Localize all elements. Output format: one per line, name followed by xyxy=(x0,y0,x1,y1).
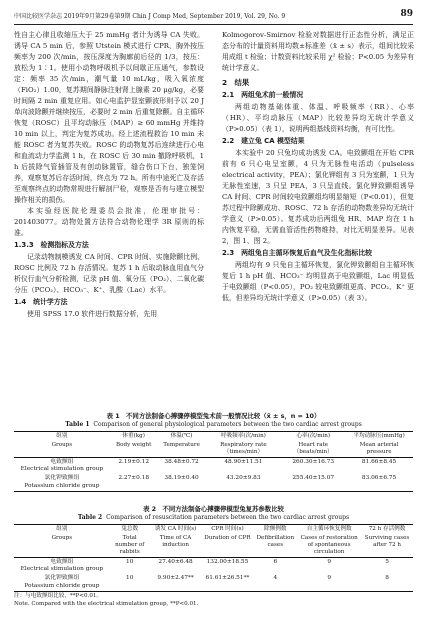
table-1-header-cell-en: Heart rate（beats/min） xyxy=(281,441,345,458)
table-cell: 5 xyxy=(385,559,389,565)
blood-gas-paragraph: 两组均有 9 只兔自主循环恢复，氯化钾致颤组自主循环恢复后 1 h pH 值、HCO₃⁻ 均明显高于电致颤组，Lac 明显低于电致颤组（P<0.05），PO₂ 较电致颤组更高、PCO₂、K⁺ 更低，但差异均无统计学意义（P>0.05）（表 3）。 xyxy=(222,261,414,302)
table-1-header-cell-en: Groups xyxy=(14,441,110,458)
table-cell: 48.90±11.51 xyxy=(224,459,263,465)
table-2-header-cell-en: Defibrillation cases xyxy=(253,534,297,558)
table-cell: 2.19±0.12 xyxy=(118,459,150,465)
group-name-cn: 氯化钾致颤组 xyxy=(44,575,80,582)
table-cell: 9.90±2.47** xyxy=(157,575,194,582)
baseline-paragraph: 两组动物基础体重、体温、呼吸频率（RR）、心率（HR）、平均动脉压（MAP）比较差异均无统计学意义（P>0.05）（表 1），说明两组基线资料均衡，有可比性。 xyxy=(222,103,414,133)
table-2-header-cell-en: Groups xyxy=(14,534,110,558)
table-cell: 38.48±0.72 xyxy=(164,459,199,465)
table-2-header-cell-en: Total number of rabbits xyxy=(110,534,150,558)
table-1-caption-en xyxy=(14,421,413,429)
table-1-header-cell: 组别 xyxy=(56,433,68,439)
table-cell: 2.27±0.18 xyxy=(118,475,150,482)
model-results-paragraph: 本实验中 20 只兔均成功诱发 CA。电致颤组在开始 CPR 前有 6 只心电呈室颤，4 只为无脉性电活动（pulseless electrical activity，PEA）；氯化钾组有 3 只为室颤，1 只为无脉性室速，3 只呈 PEA，3 只呈直线。氯化钾致颤组诱导 CA 时间、CPR 时间较电致颤组均明显缩短（P<0.01），但复苏过程中除颤成功、ROSC、72 h 存活的动物数差异均无统计学意义（P>0.05）。复苏成功后两组兔 HR、MAP 均在 1 h 内恢复平稳，无需血管活性药物维持，对比无明显差异。见表 2，图 1、图 2。 xyxy=(222,149,414,245)
table-1-title-en: Comparison of general physiological parameters between the two cardiac arrest groups xyxy=(93,421,362,428)
table-cell: 83.06±6.75 xyxy=(361,475,397,482)
table-2-header-cell-en: Duration of CPR xyxy=(202,534,254,558)
section-heading-2-2: 2.2 建立兔 CA 模型结果 xyxy=(222,137,305,145)
group-name-cn: 电致颤组 xyxy=(50,459,74,465)
running-header xyxy=(14,9,413,23)
group-name-en: Potassium chloride group xyxy=(24,482,100,489)
table-2-header-cell: CPR 时间(s) xyxy=(211,526,244,532)
table-1-header-cell: 体重(kg) xyxy=(122,433,145,439)
table-1-grid xyxy=(14,431,413,492)
statistics-paragraph-continued: Kolmogorov-Smirnov 检验对数据进行正态性分析，满足正态分布的计量资料用均数±标准差（x̄ ± s）表示，组间比较采用成组 t 检验；计数资料比较采用 χ² 检验；P<0.05 为差异有统计学意义。 xyxy=(222,31,414,72)
table-2-note-en: Note. Compared with the electrical stimulation group, **P<0.01. xyxy=(14,601,199,608)
group-name-en: Electrical stimulation group xyxy=(20,466,104,473)
table-cell: 132.00±18.55 xyxy=(206,559,249,565)
header-rule xyxy=(14,24,413,25)
section-heading-1-3-3: 1.3.3 检测指标及方法 xyxy=(14,241,89,249)
table-group-cell xyxy=(14,474,110,491)
table-cell: 9 xyxy=(327,575,332,582)
table-2-header-row-en xyxy=(14,534,413,558)
table-cell: 27.40±6.48 xyxy=(158,559,193,565)
section-heading-2: 2 结果 xyxy=(222,78,250,87)
table-row xyxy=(14,574,413,591)
statistics-paragraph: 使用 SPSS 17.0 软件进行数据分析，先用 xyxy=(27,310,158,318)
table-cell: 43.20±9.83 xyxy=(226,475,261,482)
table-2-header-cell: 组别 xyxy=(56,526,68,532)
table-1-header-cell: 心率(次/min) xyxy=(296,433,331,439)
table-2-header-cell-en: Cases of restoration of spontaneous circulation xyxy=(297,534,361,558)
indicators-paragraph: 记录动物制模诱发 CA 时间、CPR 时间、实施除颤比例、ROSC 比例及 72 h 存活情况。复苏 1 h 后取动脉血用血气分析仪行血气分析检测，记录 pH 值、氧分压（PO₂）、二氧化碳分压（PCO₂）、HCO₃⁻、K⁺、乳酸（Lac）水平。 xyxy=(14,253,204,294)
table-2-grid xyxy=(14,524,413,592)
table-cell: 8 xyxy=(385,575,389,582)
table-2-header-cell: 诱发 CA 时间(s) xyxy=(154,526,197,532)
table-cell: 38.19±0.40 xyxy=(164,475,199,482)
table-cell: 4 xyxy=(273,575,278,582)
table-1-header-cell: 平均动脉压(mmHg) xyxy=(353,433,405,439)
right-column xyxy=(222,30,414,304)
table-2-caption-en xyxy=(14,514,413,522)
table-2-header-cell: 72 h 存活例数 xyxy=(368,526,406,532)
table-2-header-cell-en: Time of CA induction xyxy=(150,534,202,558)
section-heading-1-4: 1.4 统计学方法 xyxy=(14,298,68,306)
table-2-header-cell: 除颤例数 xyxy=(264,526,287,532)
table-cell: 10 xyxy=(126,559,134,565)
page-number: 89 xyxy=(400,9,413,19)
table-1 xyxy=(14,412,413,492)
table-cell: 260.30±16.73 xyxy=(292,459,335,465)
table-cell: 9 xyxy=(327,559,332,565)
table-cell: 6 xyxy=(273,559,278,565)
table-2-title-en: Comparison of resuscitation parameters between the two cardiac arrest groups xyxy=(106,514,350,521)
table-1-label: Table 1 xyxy=(65,421,90,428)
group-name-en: Potassium chloride group xyxy=(24,582,100,589)
left-column xyxy=(14,30,204,320)
table-1-header-row-cn xyxy=(14,432,413,442)
table-row xyxy=(14,558,413,575)
methods-paragraph-continued: 性自主心律且收缩压大于 25 mmHg 者计为诱导 CA 失败。诱导 CA 5 min 后，参照 Utstein 模式进行 CPR，胸外按压频率为 200 次/min，按压深度为胸廓前后径的 1/3，按压：放松为 1∶1。使用小动物呼吸机予以间歇正压通气，参数设定：频率 35 次/min，潮气量 10 mL/kg，吸入氧浓度（FiO₂）1.00，复苏期间静脉注射肾上腺素 20 μg/kg，必要时间隔 2 min 重复应用。如心电监护显室颤波形则予以 20 J 单向波除颤并继续按压，必要时 2 min 后重复除颤。自主循环恢复（ROSC）且平均动脉压（MAP）≥ 60 mmHg 并维持 10 min 以上，判定为复苏成功。经上述流程救治 10 min 未能 ROSC 者为复苏失败。ROSC 的动物复苏后连续进行心电和血流动力学监测 1 h，在 ROSC 后 30 min 撤除呼吸机，1 h 后拔除气管插管及有创动脉置管，缝合伤口下台，独笼饲养，观察复苏后存活时间，终点为 72 h。所有中途死亡及存活至观察终点的动物常规进行解剖尸检，观察是否有与建立模型操作相关的损伤。 xyxy=(14,31,204,204)
table-1-header-cell: 呼吸频率(次/min) xyxy=(220,433,266,439)
table-1-header-row-en xyxy=(14,441,413,458)
journal-citation: 中国比较医学杂志 2019年9月第29卷第9期 Chin J Comp Med, September 2019, Vol. 29, No. 9 xyxy=(14,13,286,20)
table-1-caption-cn: 表 1 不同方法制备心搏骤停模型兔术前一般情况比较（x̄ ± s，n = 10） xyxy=(106,412,321,420)
table-2-header-row-cn xyxy=(14,525,413,535)
table-2-note-cn: 注：与电致颤组比较，**P<0.01。 xyxy=(14,592,103,599)
ethics-paragraph: 本实验经医院伦理委员会批准，伦理审批号：201403077。动物处置方法符合动物伦理学 3R 原则的标准。 xyxy=(14,207,204,237)
table-cell: 255.40±15.07 xyxy=(292,475,335,482)
group-name-cn: 电致颤组 xyxy=(50,559,74,565)
group-name-cn: 氯化钾致颤组 xyxy=(44,475,80,482)
table-cell: 10 xyxy=(126,575,134,582)
table-2 xyxy=(14,505,413,609)
section-heading-2-1: 2.1 两组兔术前一般情况 xyxy=(222,91,304,99)
table-group-cell xyxy=(14,558,110,575)
table-cell: 81.66±8.45 xyxy=(361,459,397,465)
table-2-header-cell-en: Surviving cases after 72 h xyxy=(361,534,413,558)
table-group-cell xyxy=(14,458,110,475)
table-1-header-cell-en: Respiratory rate（times/min） xyxy=(206,441,282,458)
table-group-cell xyxy=(14,574,110,591)
table-1-header-cell-en: Temperature xyxy=(158,441,206,458)
table-2-header-cell: 自主循环恢复例数 xyxy=(306,526,352,532)
table-row xyxy=(14,474,413,491)
table-1-header-cell-en: Body weight xyxy=(110,441,158,458)
section-heading-2-3: 2.3 两组兔自主循环恢复后血气及生化指标比较 xyxy=(222,249,373,257)
table-cell: 61.61±26.51** xyxy=(205,575,250,582)
table-2-label: Table 2 xyxy=(77,514,103,521)
table-1-header-cell: 体温(℃) xyxy=(170,433,193,439)
table-2-header-cell: 兔总数 xyxy=(121,526,139,532)
group-name-en: Electrical stimulation group xyxy=(20,566,104,573)
table-1-header-cell-en: Mean arterial pressure xyxy=(345,441,413,458)
table-row xyxy=(14,458,413,475)
table-2-caption-cn: 表 2 不同方法制备心搏骤停模型兔复苏参数比较 xyxy=(143,505,284,513)
